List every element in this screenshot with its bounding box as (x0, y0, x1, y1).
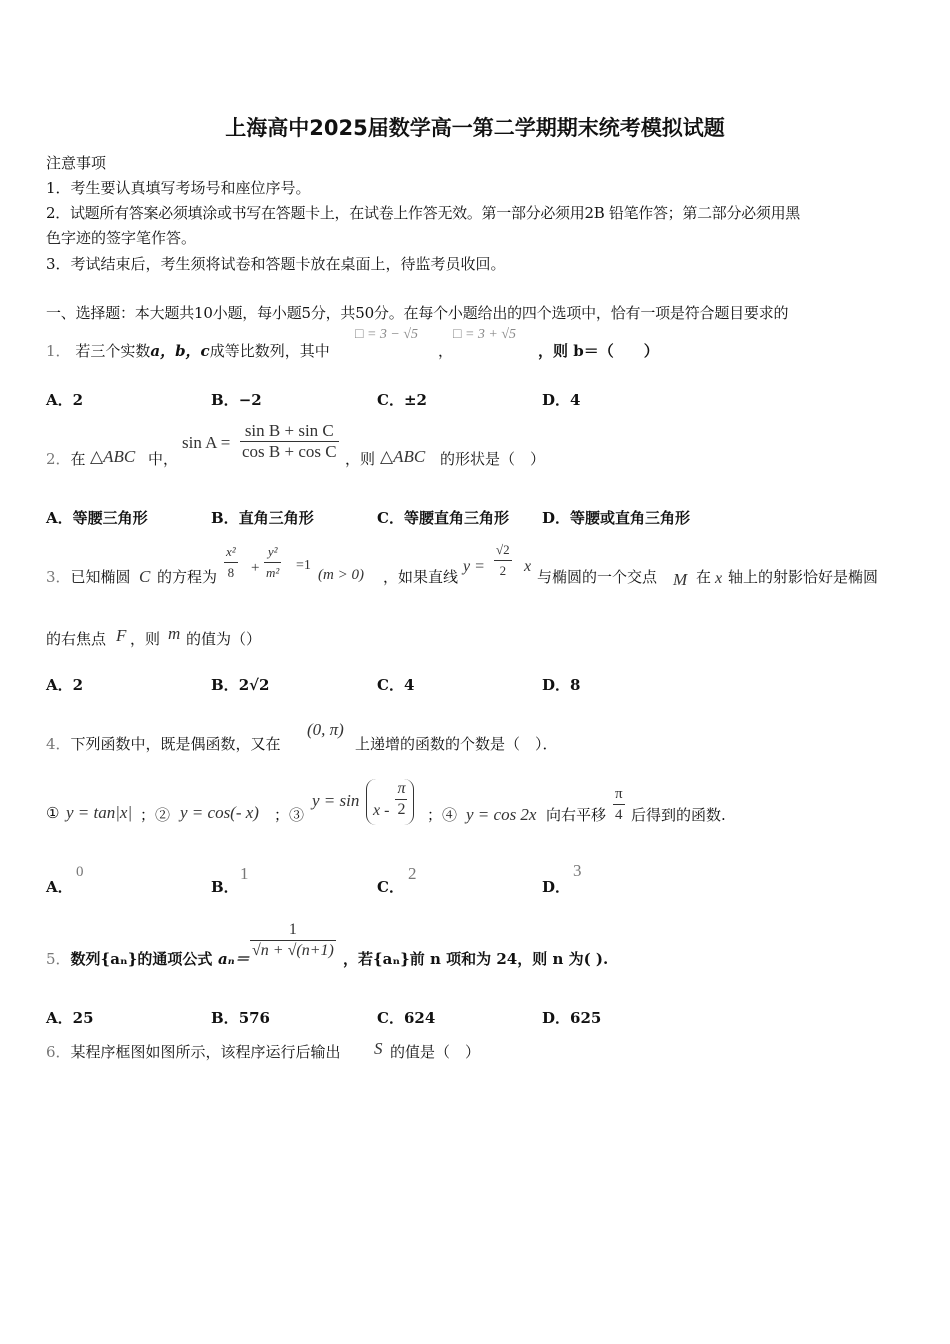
option-label: A． (46, 509, 73, 527)
q3-condition: (m > 0) (318, 567, 364, 583)
option-d[interactable] (542, 876, 570, 897)
option-b[interactable] (211, 389, 262, 410)
option-a[interactable] (46, 389, 83, 410)
question-text: 中， (148, 450, 179, 468)
option-label: C． (377, 391, 404, 409)
question-text: 的值为（） (186, 630, 262, 648)
option-b[interactable] (211, 674, 269, 695)
option-d[interactable] (542, 674, 580, 695)
question-number: 5． (46, 950, 71, 968)
question-text: ，如果直线 (383, 568, 459, 586)
fraction-numerator: sin B + sin C (240, 421, 339, 442)
option-value: 等腰直角三角形 (403, 509, 509, 527)
option-value: 等腰或直角三角形 (570, 509, 691, 527)
question-2 (46, 448, 86, 469)
function-3-lhs: y = sin (312, 791, 360, 810)
fraction-denominator: 8 (227, 565, 235, 580)
option-label: A． (46, 391, 73, 409)
question-3 (46, 566, 131, 587)
option-value: 4 (403, 676, 415, 694)
question-text: 的值是（ ） (390, 1043, 481, 1061)
question-text: 上递增的函数的个数是（ ）． (355, 735, 558, 753)
option-label: D． (542, 878, 571, 896)
fraction-denominator: 2 (397, 801, 406, 818)
separator: ；④ (427, 806, 458, 824)
notice-item: 色字迹的签字笔作答。 (46, 229, 197, 247)
option-label: A． (46, 1009, 73, 1027)
option-d[interactable] (542, 389, 580, 410)
option-label: A． (46, 878, 73, 896)
option-value: 1 (240, 864, 249, 883)
x-axis: x (715, 570, 723, 587)
option-value: 3 (573, 861, 582, 880)
question-text: 的方程为 (157, 568, 218, 586)
page-title: 上海高中2025届数学高一第二学期期末统考模拟试题 (225, 116, 725, 140)
question-vars: a，b，c (150, 342, 210, 360)
q1-expr-2: □ = 3 + √5 (453, 327, 517, 342)
question-text: 的右焦点 (46, 630, 107, 648)
question-4 (46, 733, 281, 754)
focus-f: F (116, 626, 127, 645)
line-x: x (524, 558, 532, 575)
question-number: 1． (46, 342, 71, 360)
notice-item: 2．试题所有答案必须填涂或书写在答题卡上，在试卷上作答无效。第一部分必须用2B 铅笔作答；第二部分必须用黑 (46, 204, 800, 222)
question-number: 3． (46, 568, 71, 586)
question-text: 在 (70, 450, 86, 468)
fraction-denominator: cos B + cos C (242, 442, 337, 461)
option-label: D． (542, 509, 571, 527)
question-text: 在 (696, 568, 712, 586)
question-number: 4． (46, 735, 71, 753)
fraction-denominator: 2 (499, 563, 507, 578)
line-lhs: y = (463, 558, 485, 575)
question-text: 已知椭圆 (70, 568, 131, 586)
fraction-numerator: √2 (494, 540, 512, 561)
notice-heading: 注意事项 (46, 154, 107, 172)
fraction-denominator: m² (266, 565, 280, 580)
option-label: B． (211, 676, 239, 694)
option-label: B． (211, 878, 239, 896)
q1-separator: ， (438, 342, 454, 360)
question-1 (46, 340, 330, 361)
option-label: D． (542, 1009, 571, 1027)
option-a[interactable] (46, 507, 148, 528)
question-6 (46, 1041, 341, 1062)
function-1-expr: y = tan|x| (66, 803, 133, 822)
option-label: D． (542, 676, 571, 694)
question-text: 成等比数列，其中 (209, 342, 330, 360)
option-value: 0 (76, 864, 84, 880)
circle-1-mark: ① (46, 804, 60, 822)
question-text: 某程序框图如图所示，该程序运行后输出 (70, 1043, 341, 1061)
question-text: ，则 b＝（ ） (538, 342, 659, 360)
option-label: C． (377, 509, 404, 527)
fraction-denominator: √n + √(n+1) (252, 942, 334, 959)
question-5 (46, 948, 212, 969)
option-value: 2 (72, 391, 84, 409)
option-label: B． (211, 1009, 239, 1027)
fraction-numerator: π (395, 779, 407, 800)
notice-item: 3．考试结束后，考生须将试卷和答题卡放在桌面上，待监考员收回。 (46, 255, 506, 273)
q2-lhs: sin A = (182, 433, 231, 452)
interval: (0, π) (307, 720, 344, 739)
var-s: S (374, 1039, 383, 1058)
plus-sign: + (251, 560, 260, 576)
option-b[interactable] (211, 1007, 270, 1028)
ellipse-c: C (139, 567, 151, 586)
option-label: C． (377, 1009, 404, 1027)
triangle-abc: △ABC (380, 447, 426, 466)
question-text: 数列{aₙ}的通项公式 (70, 950, 213, 968)
option-value: 625 (570, 1009, 602, 1027)
fraction-numerator: y² (264, 542, 281, 563)
question-text: 下列函数中，既是偶函数，又在 (70, 735, 281, 753)
question-number: 2． (46, 450, 71, 468)
option-value: 25 (72, 1009, 94, 1027)
option-label: B． (211, 391, 239, 409)
fraction-denominator: 4 (615, 807, 623, 823)
fraction-numerator: x² (224, 542, 238, 563)
q5-fraction (250, 920, 336, 961)
question-text: ，则 (130, 630, 161, 648)
section-heading: 一、选择题：本大题共10小题，每小题5分，共50分。在每个小题给出的四个选项中，恰有一项是符合题目要求的 (46, 304, 789, 322)
option-b[interactable] (211, 876, 239, 897)
option-c[interactable] (377, 876, 404, 897)
q2-fraction (240, 421, 339, 462)
question-text: 轴上的射影恰好是椭圆 (728, 568, 879, 586)
q3-equals: =1 (296, 558, 311, 573)
fraction-numerator: π (613, 784, 625, 805)
option-value: 8 (570, 676, 581, 694)
point-m: M (673, 570, 688, 589)
option-d[interactable] (542, 507, 690, 528)
option-label: B． (211, 509, 239, 527)
option-value: 576 (238, 1009, 270, 1027)
fraction-numerator: 1 (250, 920, 336, 941)
option-label: A． (46, 676, 73, 694)
function-3-fraction (395, 779, 407, 820)
question-text: 若三个实数 (75, 342, 151, 360)
question-text: ，若{aₙ}前 n 项和为 24，则 n 为( ). (343, 950, 609, 968)
function-1 (46, 804, 59, 822)
notice-item: 1．考生要认真填写考场号和座位序号。 (46, 179, 311, 197)
function-2-expr: y = cos(- x) (180, 803, 259, 822)
option-d[interactable] (542, 1007, 601, 1028)
option-a[interactable] (46, 876, 73, 897)
option-c[interactable] (377, 507, 509, 528)
option-a[interactable] (46, 1007, 94, 1028)
q3-fraction-2 (264, 542, 281, 583)
option-value: −2 (238, 391, 262, 409)
separator: ；② (140, 806, 171, 824)
q1-expr-1: □ = 3 − √5 (355, 327, 419, 342)
question-text: ，则 (345, 450, 376, 468)
option-value: 直角三角形 (238, 509, 314, 527)
option-value: 等腰三角形 (72, 509, 148, 527)
function-4-expr: y = cos 2x (466, 805, 537, 824)
q3-fraction-3 (494, 540, 512, 581)
option-c[interactable] (377, 1007, 435, 1028)
function-3-inner: x - (373, 802, 390, 820)
shift-fraction (613, 784, 625, 825)
option-value: 4 (570, 391, 581, 409)
function-3-paren (366, 779, 414, 825)
var-m: m (168, 624, 181, 643)
option-value: 624 (403, 1009, 436, 1027)
question-number: 6． (46, 1043, 71, 1061)
sequence-term: aₙ＝ (218, 950, 250, 968)
option-label: C． (377, 676, 404, 694)
option-b[interactable] (211, 507, 314, 528)
option-label: D． (542, 391, 571, 409)
option-value: ±2 (403, 391, 427, 409)
option-value: 2 (408, 864, 417, 883)
q3-fraction-1 (224, 542, 238, 583)
separator: ；③ (274, 806, 305, 824)
question-text: 与椭圆的一个交点 (537, 568, 658, 586)
option-c[interactable] (377, 674, 414, 695)
question-text: 向右平移 (546, 806, 607, 824)
option-value: 2 (72, 676, 84, 694)
option-c[interactable] (377, 389, 427, 410)
triangle-abc: △ABC (90, 447, 136, 466)
question-text: 后得到的函数. (631, 806, 726, 824)
question-text: 的形状是（ ） (440, 450, 546, 468)
option-value: 2√2 (238, 676, 270, 694)
option-a[interactable] (46, 674, 83, 695)
option-label: C． (377, 878, 404, 896)
